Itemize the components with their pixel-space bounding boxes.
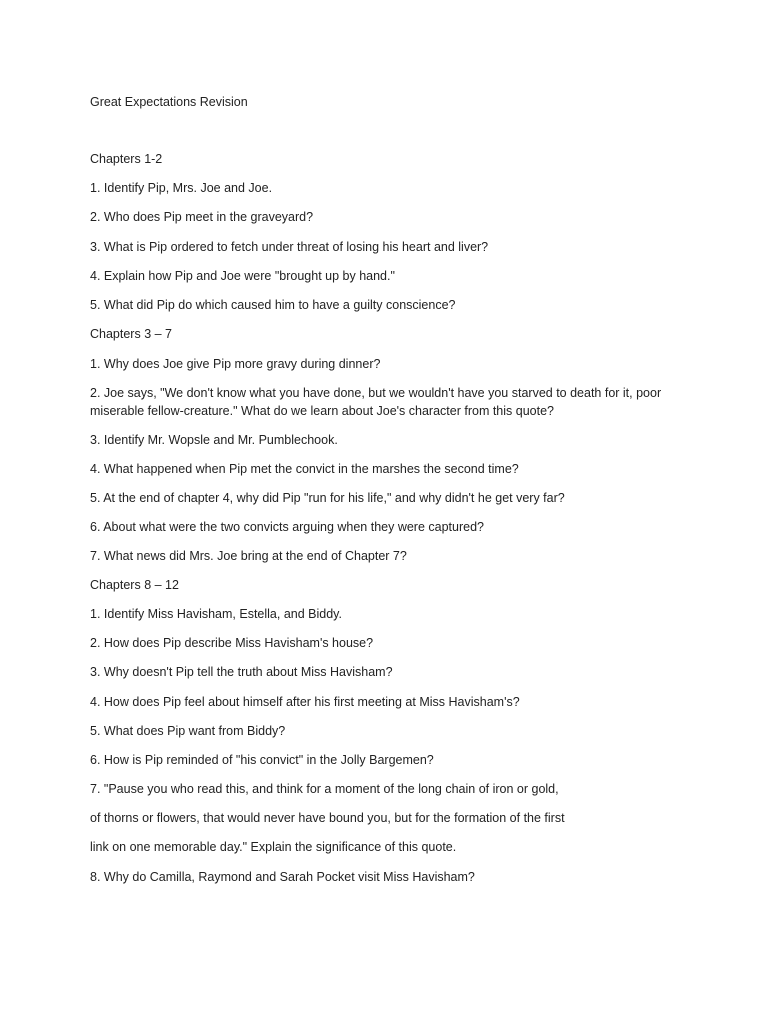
question-item: 1. Why does Joe give Pip more gravy during dinner? <box>90 357 381 371</box>
question-item: 1. Identify Pip, Mrs. Joe and Joe. <box>90 181 273 195</box>
question-item: 6. About what were the two convicts arguing when they were captured? <box>90 520 484 534</box>
question-item: link on one memorable day." Explain the significance of this quote. <box>90 840 457 854</box>
question-item: 5. At the end of chapter 4, why did Pip "run for his life," and why didn't he get very far? <box>90 491 565 505</box>
question-item: 7. "Pause you who read this, and think for a moment of the long chain of iron or gold, <box>90 782 559 796</box>
section-heading: Chapters 8 – 12 <box>90 578 179 592</box>
section-heading: Chapters 3 – 7 <box>90 327 172 341</box>
question-item: 3. What is Pip ordered to fetch under threat of losing his heart and liver? <box>90 240 489 254</box>
question-item: 5. What does Pip want from Biddy? <box>90 724 286 738</box>
question-item: 1. Identify Miss Havisham, Estella, and Biddy. <box>90 607 342 621</box>
question-item: 6. How is Pip reminded of "his convict" in the Jolly Bargemen? <box>90 753 434 767</box>
question-item: 2. Who does Pip meet in the graveyard? <box>90 210 314 224</box>
question-item: 4. Explain how Pip and Joe were "brought up by hand." <box>90 269 395 283</box>
question-item: 8. Why do Camilla, Raymond and Sarah Pocket visit Miss Havisham? <box>90 870 475 884</box>
question-item: of thorns or flowers, that would never have bound you, but for the formation of the first <box>90 811 565 825</box>
document-title: Great Expectations Revision <box>90 95 248 109</box>
question-item: 4. How does Pip feel about himself after his first meeting at Miss Havisham's? <box>90 695 520 709</box>
question-item: 2. How does Pip describe Miss Havisham's house? <box>90 636 374 650</box>
question-item: 5. What did Pip do which caused him to have a guilty conscience? <box>90 298 456 312</box>
question-item: 4. What happened when Pip met the convict in the marshes the second time? <box>90 462 519 476</box>
question-item: 3. Why doesn't Pip tell the truth about Miss Havisham? <box>90 665 393 679</box>
question-item: 7. What news did Mrs. Joe bring at the end of Chapter 7? <box>90 549 407 563</box>
question-item: 2. Joe says, "We don't know what you have done, but we wouldn't have you starved to death for it, poor miserable fellow-creature." What do we learn about Joe's character from this quote? <box>90 386 662 418</box>
question-item: 3. Identify Mr. Wopsle and Mr. Pumblechook. <box>90 433 338 447</box>
section-heading: Chapters 1-2 <box>90 152 163 166</box>
